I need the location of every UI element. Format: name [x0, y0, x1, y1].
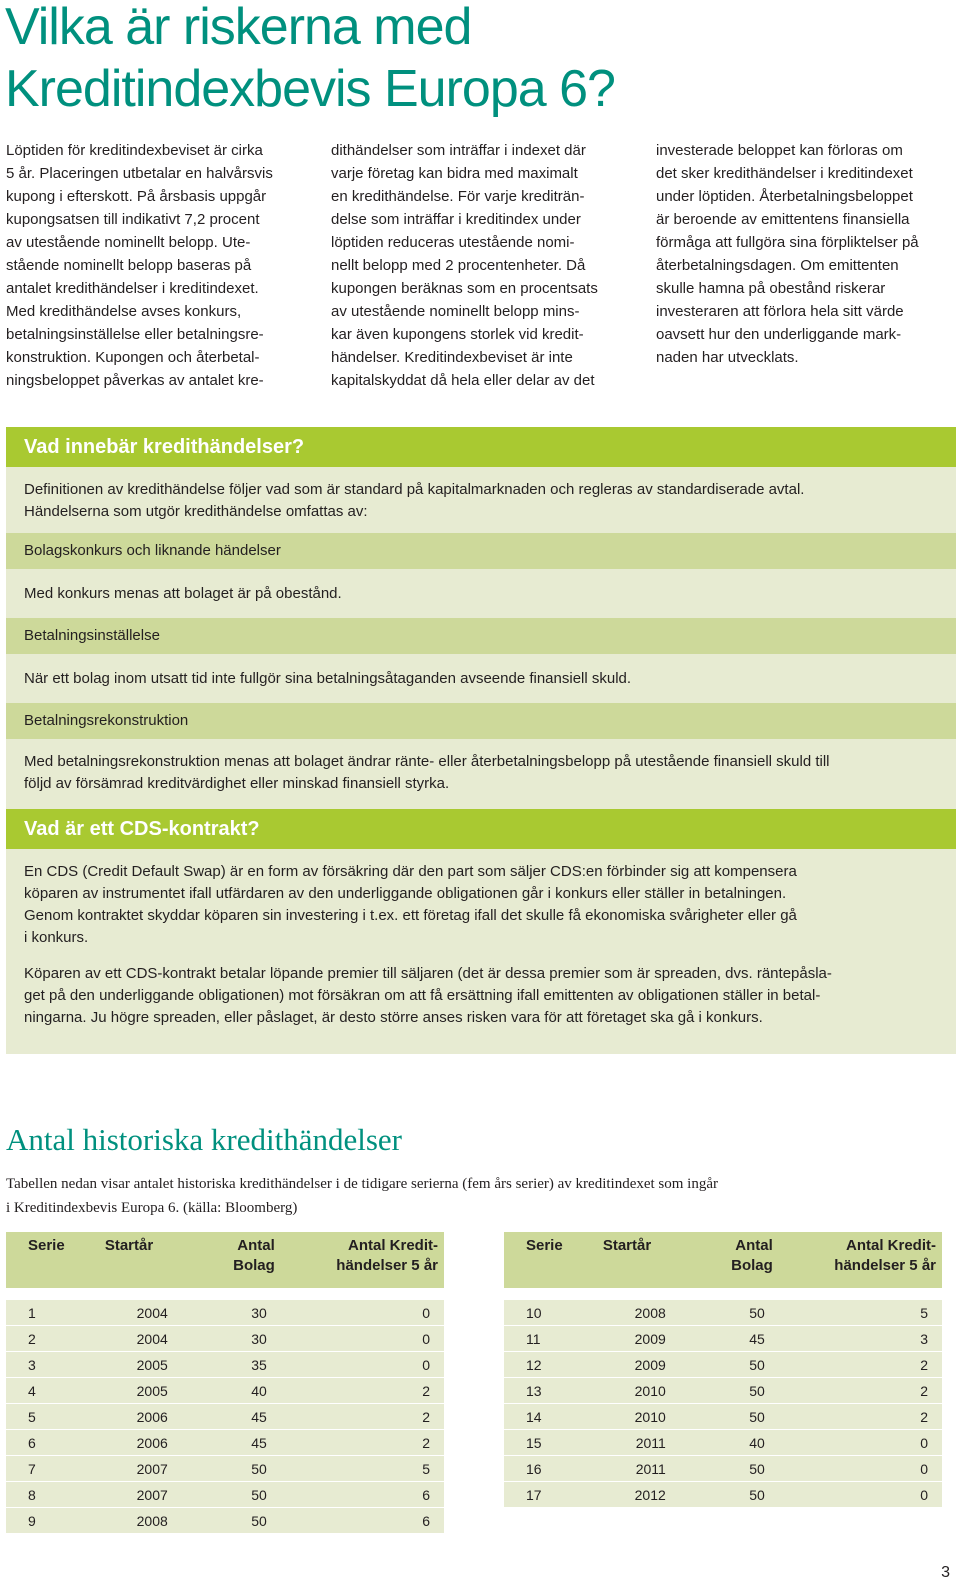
intro-column-3 [656, 139, 956, 369]
table-row [6, 1508, 444, 1534]
page-title-line: Vilka är riskerna med [5, 0, 472, 56]
cell-antal-bolag: 40 [204, 1378, 281, 1404]
cell-antal-kredit: 2 [779, 1404, 942, 1430]
cell-startar: 2006 [99, 1430, 204, 1456]
cell-startar: 2004 [99, 1300, 204, 1326]
cell-antal-kredit: 5 [779, 1300, 942, 1326]
cell-antal-kredit: 0 [779, 1482, 942, 1508]
cell-startar: 2008 [597, 1300, 702, 1326]
text-line: varje företag kan bidra med maximalt [331, 165, 578, 182]
info-box [6, 427, 956, 1054]
table-row [504, 1404, 942, 1430]
text-line: kar även kupongens storlek vid kredit- [331, 326, 584, 343]
text-line: Köparen av ett CDS-kontrakt betalar löpande premier till säljaren (det är dessa premier som är spreaden, dvs. räntepåsla- [24, 965, 832, 982]
intro-column-1 [6, 139, 306, 392]
cell-antal-bolag: 50 [204, 1456, 281, 1482]
cell-serie: 3 [6, 1352, 99, 1378]
definition-text [24, 479, 944, 523]
text-line: köparen av instrumentet ifall utfärdaren av den underliggande obligationen går i konkurs eller ställer in betalningen. [24, 885, 787, 902]
cell-serie: 12 [504, 1352, 597, 1378]
text-line: oavsett hur den underliggande mark- [656, 326, 902, 343]
cell-antal-kredit: 5 [281, 1456, 444, 1482]
text-line: återbetalningsdagen. Om emittenten [656, 257, 899, 274]
text-line: av utestående nominellt belopp mins- [331, 303, 580, 320]
table-row [504, 1456, 942, 1482]
table-row [6, 1326, 444, 1352]
cell-antal-bolag: 50 [702, 1352, 779, 1378]
col-header-antal-bolag: Antal Bolag [702, 1232, 779, 1288]
col-header-antal-kredit: Antal Kredit- händelser 5 år [281, 1232, 444, 1288]
history-table-2 [504, 1232, 942, 1508]
cell-serie: 7 [6, 1456, 99, 1482]
cell-antal-bolag: 50 [204, 1508, 281, 1534]
cell-serie: 16 [504, 1456, 597, 1482]
page-number: 3 [941, 1564, 950, 1581]
text-line: antalet kredithändelser i kreditindexet. [6, 280, 259, 297]
table-row [504, 1430, 942, 1456]
cell-startar: 2008 [99, 1508, 204, 1534]
text-line: ningarna. Ju högre spreaden, eller påslaget, är desto större anses risken vara för att företaget ska gå i konkurs. [24, 1009, 763, 1026]
text-line: Definitionen av kredithändelse följer vad som är standard på kapitalmarknaden och regleras av standardiserade avtal. [24, 481, 805, 498]
table-row [6, 1430, 444, 1456]
table-row [504, 1326, 942, 1352]
text-line: en kredithändelse. För varje krediträn- [331, 188, 585, 205]
cell-antal-kredit: 0 [779, 1456, 942, 1482]
text-line: kapitalskyddat då hela eller delar av det [331, 372, 595, 389]
cell-serie: 4 [6, 1378, 99, 1404]
cell-startar: 2009 [597, 1326, 702, 1352]
text-line: det sker kredithändelser i kreditindexet [656, 165, 913, 182]
section-description [6, 1172, 718, 1220]
cell-serie: 17 [504, 1482, 597, 1508]
text-line: 5 år. Placeringen utbetalar en halvårsvis [6, 165, 273, 182]
text-line: händelser. Kreditindexbeviset är inte [331, 349, 573, 366]
text-line: Med betalningsrekonstruktion menas att bolaget ändrar ränte- eller återbetalningsbelopp på utestående finansiell skuld till [24, 753, 830, 770]
cds-text-2 [24, 963, 944, 1029]
col-header-serie: Serie [504, 1232, 597, 1288]
cell-antal-kredit: 2 [281, 1378, 444, 1404]
cell-antal-bolag: 45 [204, 1430, 281, 1456]
text-line: löptiden reduceras utestående nomi- [331, 234, 575, 251]
event-text-payment-suspension: När ett bolag inom utsatt tid inte fullgör sina betalningsåtaganden avseende finansiell skuld. [24, 670, 632, 687]
table-row [6, 1300, 444, 1326]
text-line: Genom kontraktet skyddar köparen sin investering i t.ex. ett företag ifall det skulle få ekonomiska svårigheter eller gå [24, 907, 797, 924]
cell-serie: 15 [504, 1430, 597, 1456]
cell-antal-bolag: 50 [702, 1378, 779, 1404]
event-title-restructuring: Betalningsrekonstruktion [6, 703, 956, 739]
cell-startar: 2007 [99, 1482, 204, 1508]
text-line: En CDS (Credit Default Swap) är en form av försäkring där den part som säljer CDS:en förbinder sig att kompensera [24, 863, 797, 880]
page-title [5, 0, 615, 120]
cell-antal-kredit: 2 [281, 1430, 444, 1456]
cell-antal-bolag: 40 [702, 1430, 779, 1456]
table-row [6, 1352, 444, 1378]
cell-antal-bolag: 30 [204, 1326, 281, 1352]
event-title-bankruptcy: Bolagskonkurs och liknande händelser [6, 533, 956, 569]
cell-antal-bolag: 45 [204, 1404, 281, 1430]
text-line: naden har utvecklats. [656, 349, 799, 366]
cell-antal-bolag: 50 [702, 1456, 779, 1482]
text-line: kupong i efterskott. På årsbasis uppgår [6, 188, 267, 205]
text-line: kupongen beräknas som en procentsats [331, 280, 598, 297]
text-line: get på den underliggande obligationen) mot försäkran om att få ersättning ifall emittenten av obligationen ställer in betal- [24, 987, 821, 1004]
event-title-payment-suspension: Betalningsinställelse [6, 618, 956, 654]
text-line: Löptiden för kreditindexbeviset är cirka [6, 142, 263, 159]
cell-serie: 5 [6, 1404, 99, 1430]
cell-antal-bolag: 50 [702, 1482, 779, 1508]
credit-events-heading: Vad innebär kredithändelser? [6, 427, 956, 467]
text-line: betalningsinställelse eller betalningsre- [6, 326, 264, 343]
cell-startar: 2006 [99, 1404, 204, 1430]
cell-startar: 2011 [597, 1456, 702, 1482]
cell-startar: 2005 [99, 1352, 204, 1378]
cell-serie: 9 [6, 1508, 99, 1534]
text-line: är beroende av emittentens finansiella [656, 211, 910, 228]
cell-startar: 2004 [99, 1326, 204, 1352]
cell-antal-kredit: 6 [281, 1482, 444, 1508]
cell-startar: 2010 [597, 1404, 702, 1430]
page-title-line: Kreditindexbevis Europa 6? [5, 60, 615, 118]
cell-antal-kredit: 0 [779, 1430, 942, 1456]
text-line: förmåga att fullgöra sina förpliktelser på [656, 234, 919, 251]
cell-antal-kredit: 2 [779, 1352, 942, 1378]
table-row [6, 1378, 444, 1404]
text-line: under löptiden. Återbetalningsbeloppet [656, 188, 913, 205]
text-line: delse som inträffar i kreditindex under [331, 211, 581, 228]
text-line: Tabellen nedan visar antalet historiska kredithändelser i de tidigare serierna (fem års serier) av kreditindexet som ingår [6, 1176, 719, 1192]
text-line: kupongsatsen till indikativt 7,2 procent [6, 211, 260, 228]
table-row [6, 1456, 444, 1482]
cell-antal-kredit: 2 [281, 1404, 444, 1430]
col-header-antal-bolag: Antal Bolag [204, 1232, 281, 1288]
cell-antal-bolag: 50 [204, 1482, 281, 1508]
cell-antal-bolag: 30 [204, 1300, 281, 1326]
cell-startar: 2010 [597, 1378, 702, 1404]
cell-serie: 1 [6, 1300, 99, 1326]
col-header-startar: Startår [597, 1232, 702, 1288]
table-row [504, 1482, 942, 1508]
text-line: i Kreditindexbevis Europa 6. (källa: Bloomberg) [6, 1200, 298, 1216]
text-line: skulle hamna på obestånd riskerar [656, 280, 886, 297]
table-row [504, 1300, 942, 1326]
cell-antal-bolag: 45 [702, 1326, 779, 1352]
text-line: Med kredithändelse avses konkurs, [6, 303, 242, 320]
text-line: investerade beloppet kan förloras om [656, 142, 903, 159]
text-line: investeraren att förlora hela sitt värde [656, 303, 904, 320]
text-line: nellt belopp med 2 procentenheter. Då [331, 257, 586, 274]
cell-antal-kredit: 0 [281, 1352, 444, 1378]
table-row [504, 1378, 942, 1404]
cell-antal-bolag: 50 [702, 1404, 779, 1430]
text-line: stående nominellt belopp baseras på [6, 257, 252, 274]
history-table-1 [6, 1232, 444, 1534]
cell-antal-kredit: 0 [281, 1326, 444, 1352]
cell-serie: 10 [504, 1300, 597, 1326]
text-line: följd av försämrad kreditvärdighet eller minskad finansiell styrka. [24, 775, 450, 792]
cell-antal-kredit: 2 [779, 1378, 942, 1404]
text-line: dithändelser som inträffar i indexet där [331, 142, 586, 159]
cell-serie: 13 [504, 1378, 597, 1404]
section-title: Antal historiska kredithändelser [6, 1122, 403, 1157]
cell-antal-bolag: 35 [204, 1352, 281, 1378]
cell-antal-bolag: 50 [702, 1300, 779, 1326]
cell-serie: 8 [6, 1482, 99, 1508]
cell-startar: 2011 [597, 1430, 702, 1456]
cell-serie: 14 [504, 1404, 597, 1430]
text-line: ningsbeloppet påverkas av antalet kre- [6, 372, 264, 389]
cell-serie: 6 [6, 1430, 99, 1456]
cds-text-1 [24, 861, 944, 949]
table-row [504, 1352, 942, 1378]
cds-heading: Vad är ett CDS-kontrakt? [6, 809, 956, 849]
text-line: konstruktion. Kupongen och återbetal- [6, 349, 260, 366]
text-line: i konkurs. [24, 929, 89, 946]
text-line: av utestående nominellt belopp. Ute- [6, 234, 251, 251]
table-row [6, 1404, 444, 1430]
cell-antal-kredit: 6 [281, 1508, 444, 1534]
intro-column-2 [331, 139, 636, 392]
cell-antal-kredit: 3 [779, 1326, 942, 1352]
event-text-restructuring [24, 751, 944, 795]
col-header-serie: Serie [6, 1232, 99, 1288]
cell-startar: 2007 [99, 1456, 204, 1482]
text-line: Händelserna som utgör kredithändelse omfattas av: [24, 503, 368, 520]
cell-serie: 2 [6, 1326, 99, 1352]
col-header-startar: Startår [99, 1232, 204, 1288]
table-row [6, 1482, 444, 1508]
cell-startar: 2009 [597, 1352, 702, 1378]
cell-startar: 2005 [99, 1378, 204, 1404]
cell-startar: 2012 [597, 1482, 702, 1508]
col-header-antal-kredit: Antal Kredit- händelser 5 år [779, 1232, 942, 1288]
cell-serie: 11 [504, 1326, 597, 1352]
cell-antal-kredit: 0 [281, 1300, 444, 1326]
event-text-bankruptcy: Med konkurs menas att bolaget är på obestånd. [24, 585, 342, 602]
